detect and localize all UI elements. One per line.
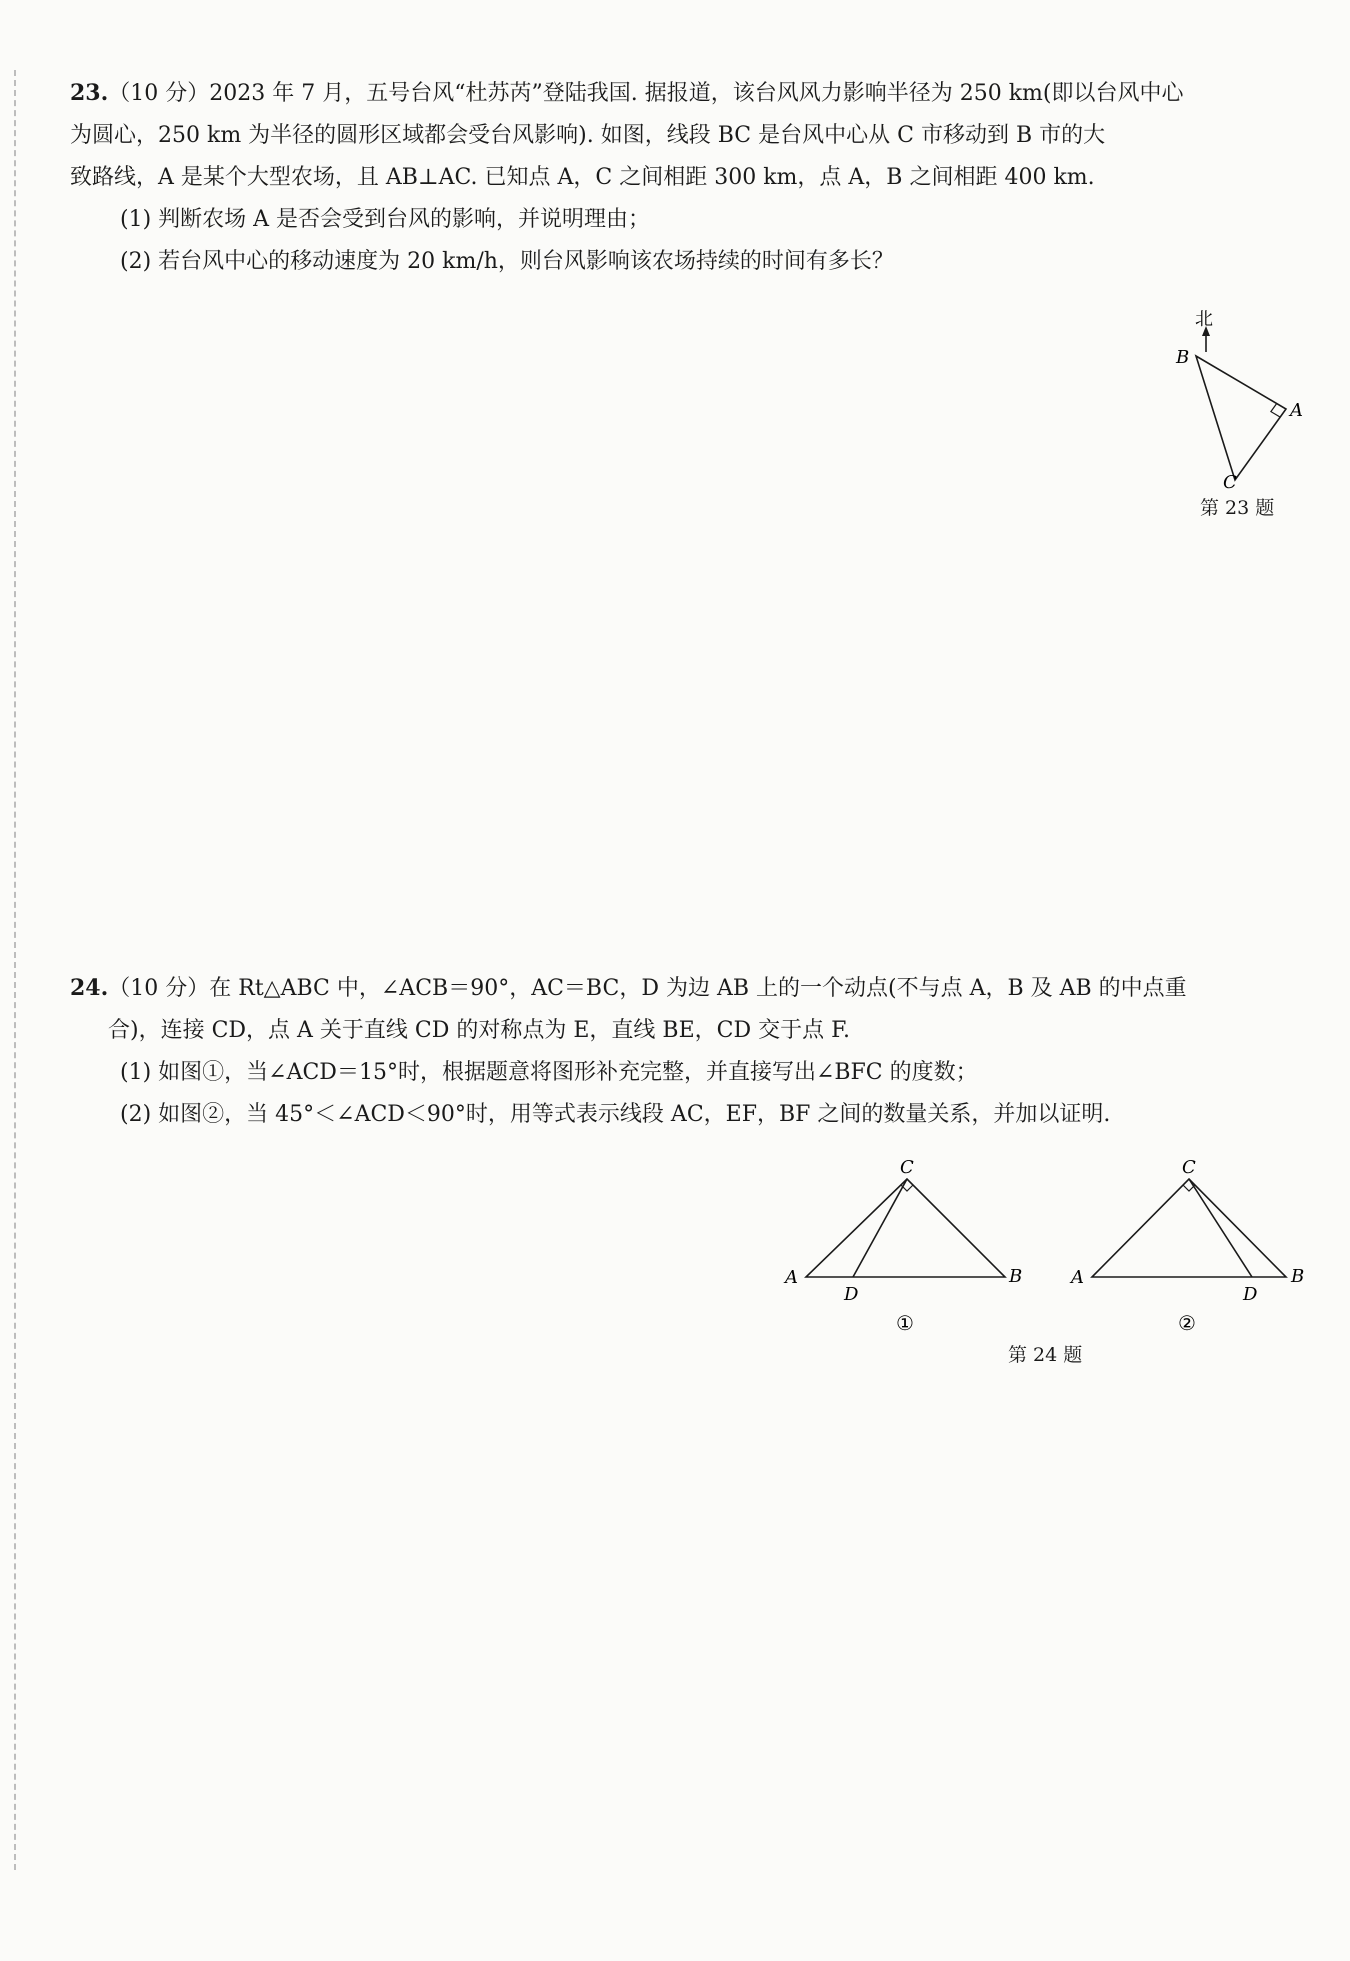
segment-cd-2: [1189, 1179, 1252, 1277]
problem-24-question-1: (1) 如图①，当∠ACD＝15°时，根据题意将图形补充完整，并直接写出∠BFC 的度数；: [120, 1060, 978, 1085]
figure-number-2: ②: [1178, 1311, 1196, 1335]
problem-24-question-2: (2) 如图②，当 45°＜∠ACD＜90°时，用等式表示线段 AC，EF，BF 之间的数量关系，并加以证明.: [120, 1102, 1111, 1127]
triangle-abc-1: [806, 1179, 1005, 1277]
figure-number-1: ①: [896, 1311, 914, 1335]
binding-margin-line: [14, 70, 16, 1870]
point-c-label: C: [1223, 472, 1237, 493]
problem-23-line-2: 为圆心，250 km 为半径的圆形区域都会受台风影响). 如图，线段 BC 是台风中心从 C 市移动到 B 市的大: [70, 123, 1106, 148]
problem-23: [70, 72, 1310, 283]
figure-24-1: [780, 1155, 1030, 1339]
problem-23-question-1: (1) 判断农场 A 是否会受到台风的影响，并说明理由；: [120, 207, 651, 232]
point-c-label-2: C: [1182, 1157, 1196, 1178]
point-b-label: B: [1176, 347, 1190, 368]
north-label: 北: [1195, 309, 1213, 330]
figure-24-1-diagram: [780, 1155, 1030, 1335]
point-a-label: A: [1290, 400, 1303, 421]
problem-24-number: 24.: [70, 975, 109, 1001]
figure-24-caption: 第 24 题: [1008, 1344, 1083, 1366]
triangle-abc-2: [1092, 1179, 1286, 1277]
problem-23-number: 23.: [70, 80, 109, 106]
figure-24-2-diagram: [1055, 1155, 1315, 1335]
figure-23-caption: 第 23 题: [1200, 497, 1275, 519]
figure-24-2: [1055, 1155, 1315, 1339]
point-a-label-2: A: [1071, 1267, 1084, 1288]
point-d-label-2: D: [1243, 1284, 1258, 1305]
point-a-label-1: A: [785, 1267, 798, 1288]
segment-cd-1: [853, 1179, 907, 1277]
problem-23-line-1: 23.（10 分）2023 年 7 月，五号台风“杜苏芮”登陆我国. 据报道，该台风风力影响半径为 250 km(即以台风中心: [70, 80, 1184, 106]
triangle-abc: [1196, 356, 1286, 480]
problem-24: [70, 967, 1310, 1136]
point-b-label-1: B: [1009, 1266, 1023, 1287]
problem-23-line-3: 致路线，A 是某个大型农场，且 AB⊥AC. 已知点 A，C 之间相距 300 km，点 A，B 之间相距 400 km.: [70, 165, 1095, 190]
point-c-label-1: C: [900, 1157, 914, 1178]
problem-24-line-2: 合)，连接 CD，点 A 关于直线 CD 的对称点为 E，直线 BE，CD 交于点 F.: [108, 1018, 850, 1043]
point-b-label-2: B: [1291, 1266, 1305, 1287]
problem-24-line-1: 24.（10 分）在 Rt△ABC 中，∠ACB＝90°，AC＝BC，D 为边 AB 上的一个动点(不与点 A，B 及 AB 的中点重: [70, 975, 1187, 1001]
problem-23-question-2: (2) 若台风中心的移动速度为 20 km/h，则台风影响该农场持续的时间有多长？: [120, 249, 894, 274]
point-d-label-1: D: [844, 1284, 859, 1305]
